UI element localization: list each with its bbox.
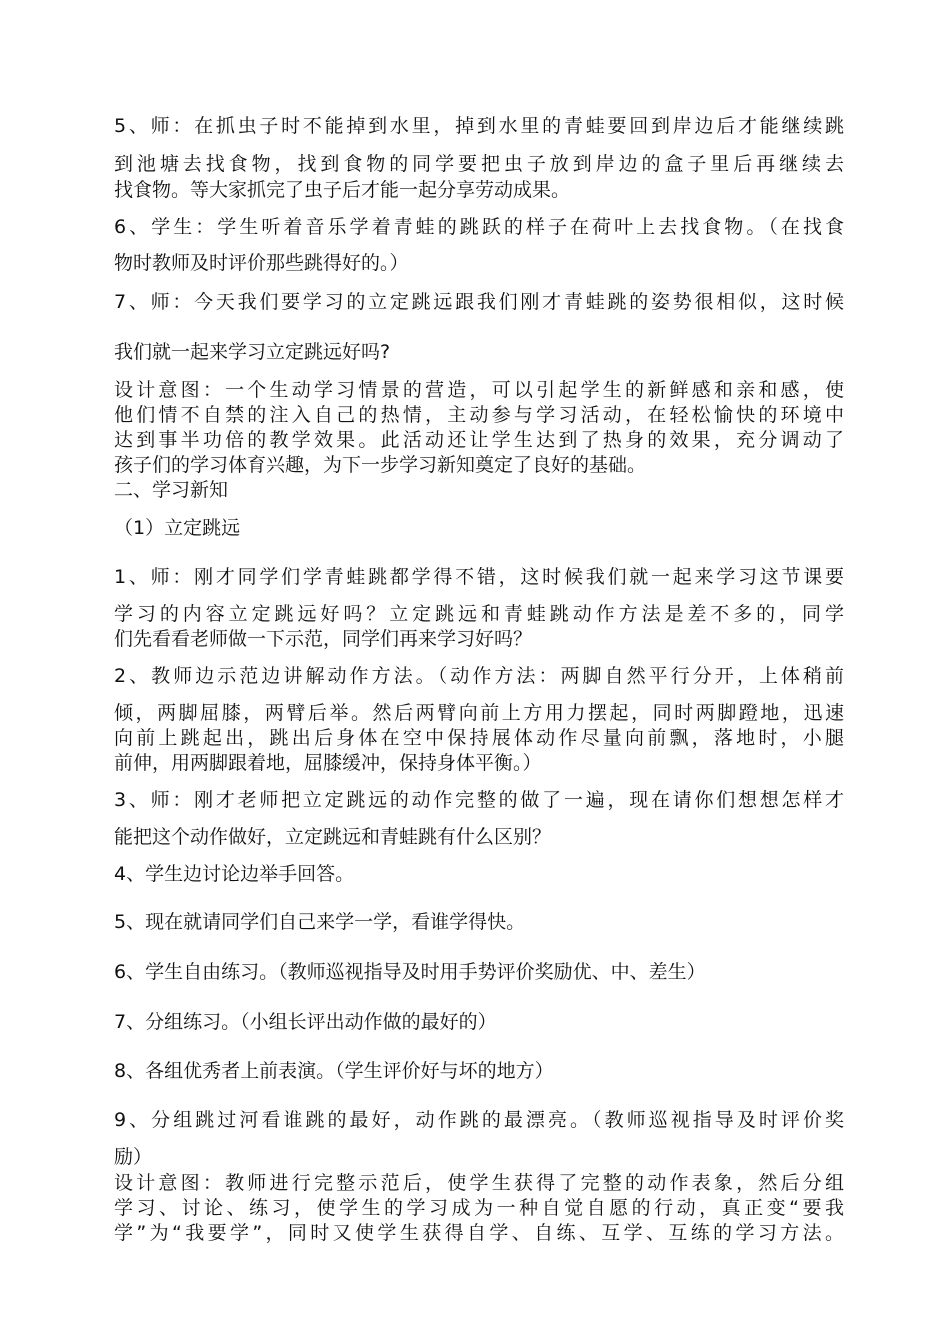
text-line: 励） xyxy=(114,1146,153,1168)
section-heading: 二、学习新知 xyxy=(114,479,229,501)
text-line: 找食物。等大家抓完了虫子后才能一起分享劳动成果。 xyxy=(114,179,571,201)
text-line: 设计意图：教师进行完整示范后，使学生获得了完整的动作表象，然后分组 xyxy=(114,1172,844,1194)
text-line: 倾，两脚屈膝，两臂后举。然后两臂向前上方用力摆起，同时两脚蹬地，迅速 xyxy=(114,702,844,724)
text-line: 物时教师及时评价那些跳得好的。） xyxy=(114,252,409,274)
text-line: 我们就一起来学习立定跳远好吗? xyxy=(114,341,391,363)
text-line: 向前上跳起出，跳出后身体在空中保持展体动作尽量向前飘，落地时，小腿 xyxy=(114,727,844,749)
text-line: 5、师：在抓虫子时不能掉到水里，掉到水里的青蛙要回到岸边后才能继续跳 xyxy=(114,115,844,137)
text-line: 1、师：刚才同学们学青蛙跳都学得不错，这时候我们就一起来学习这节课要 xyxy=(114,566,844,588)
text-line: 能把这个动作做好，立定跳远和青蛙跳有什么区别？ xyxy=(114,826,552,848)
text-line: 学”为“我要学”，同时又使学生获得自学、自练、互学、互练的学习方法。 xyxy=(114,1222,844,1244)
text-line: 7、分组练习。（小组长评出动作做的最好的） xyxy=(114,1011,497,1033)
text-line: 设计意图：一个生动学习情景的营造，可以引起学生的新鲜感和亲和感，使 xyxy=(114,379,844,401)
text-line: 3、师：刚才老师把立定跳远的动作完整的做了一遍，现在请你们想想怎样才 xyxy=(114,789,844,811)
text-line: 学习、讨论、练习，使学生的学习成为一种自觉自愿的行动，真正变“要我 xyxy=(114,1197,844,1219)
text-line: 学习的内容立定跳远好吗？立定跳远和青蛙跳动作方法是差不多的，同学 xyxy=(114,603,844,625)
text-line: 8、各组优秀者上前表演。（学生评价好与坏的地方） xyxy=(114,1060,554,1082)
text-line: 前伸，用两脚跟着地，屈膝缓冲，保持身体平衡。） xyxy=(114,752,542,774)
text-line: 到池塘去找食物，找到食物的同学要把虫子放到岸边的盒子里后再继续去 xyxy=(114,153,844,175)
text-line: 他们情不自禁的注入自己的热情，主动参与学习活动，在轻松愉快的环境中 xyxy=(114,404,844,426)
text-line: 7、师：今天我们要学习的立定跳远跟我们刚才青蛙跳的姿势很相似，这时候 xyxy=(114,291,844,313)
text-line: 4、学生边讨论边举手回答。 xyxy=(114,863,355,885)
text-line: 2、教师边示范边讲解动作方法。（动作方法：两脚自然平行分开，上体稍前 xyxy=(114,665,844,687)
text-line: 5、现在就请同学们自己来学一学，看谁学得快。 xyxy=(114,911,526,933)
subsection-heading: （1）立定跳远 xyxy=(114,517,241,539)
text-line: 9、分组跳过河看谁跳的最好，动作跳的最漂亮。（教师巡视指导及时评价奖 xyxy=(114,1109,844,1131)
text-line: 们先看看老师做一下示范，同学们再来学习好吗？ xyxy=(114,628,533,650)
text-line: 达到事半功倍的教学效果。此活动还让学生达到了热身的效果，充分调动了 xyxy=(114,429,844,451)
text-line: 孩子们的学习体育兴趣，为下一步学习新知奠定了良好的基础。 xyxy=(114,454,647,476)
text-line: 6、学生：学生听着音乐学着青蛙的跳跃的样子在荷叶上去找食物。（在找食 xyxy=(114,216,844,238)
text-line: 6、学生自由练习。（教师巡视指导及时用手势评价奖励优、中、差生） xyxy=(114,961,706,983)
